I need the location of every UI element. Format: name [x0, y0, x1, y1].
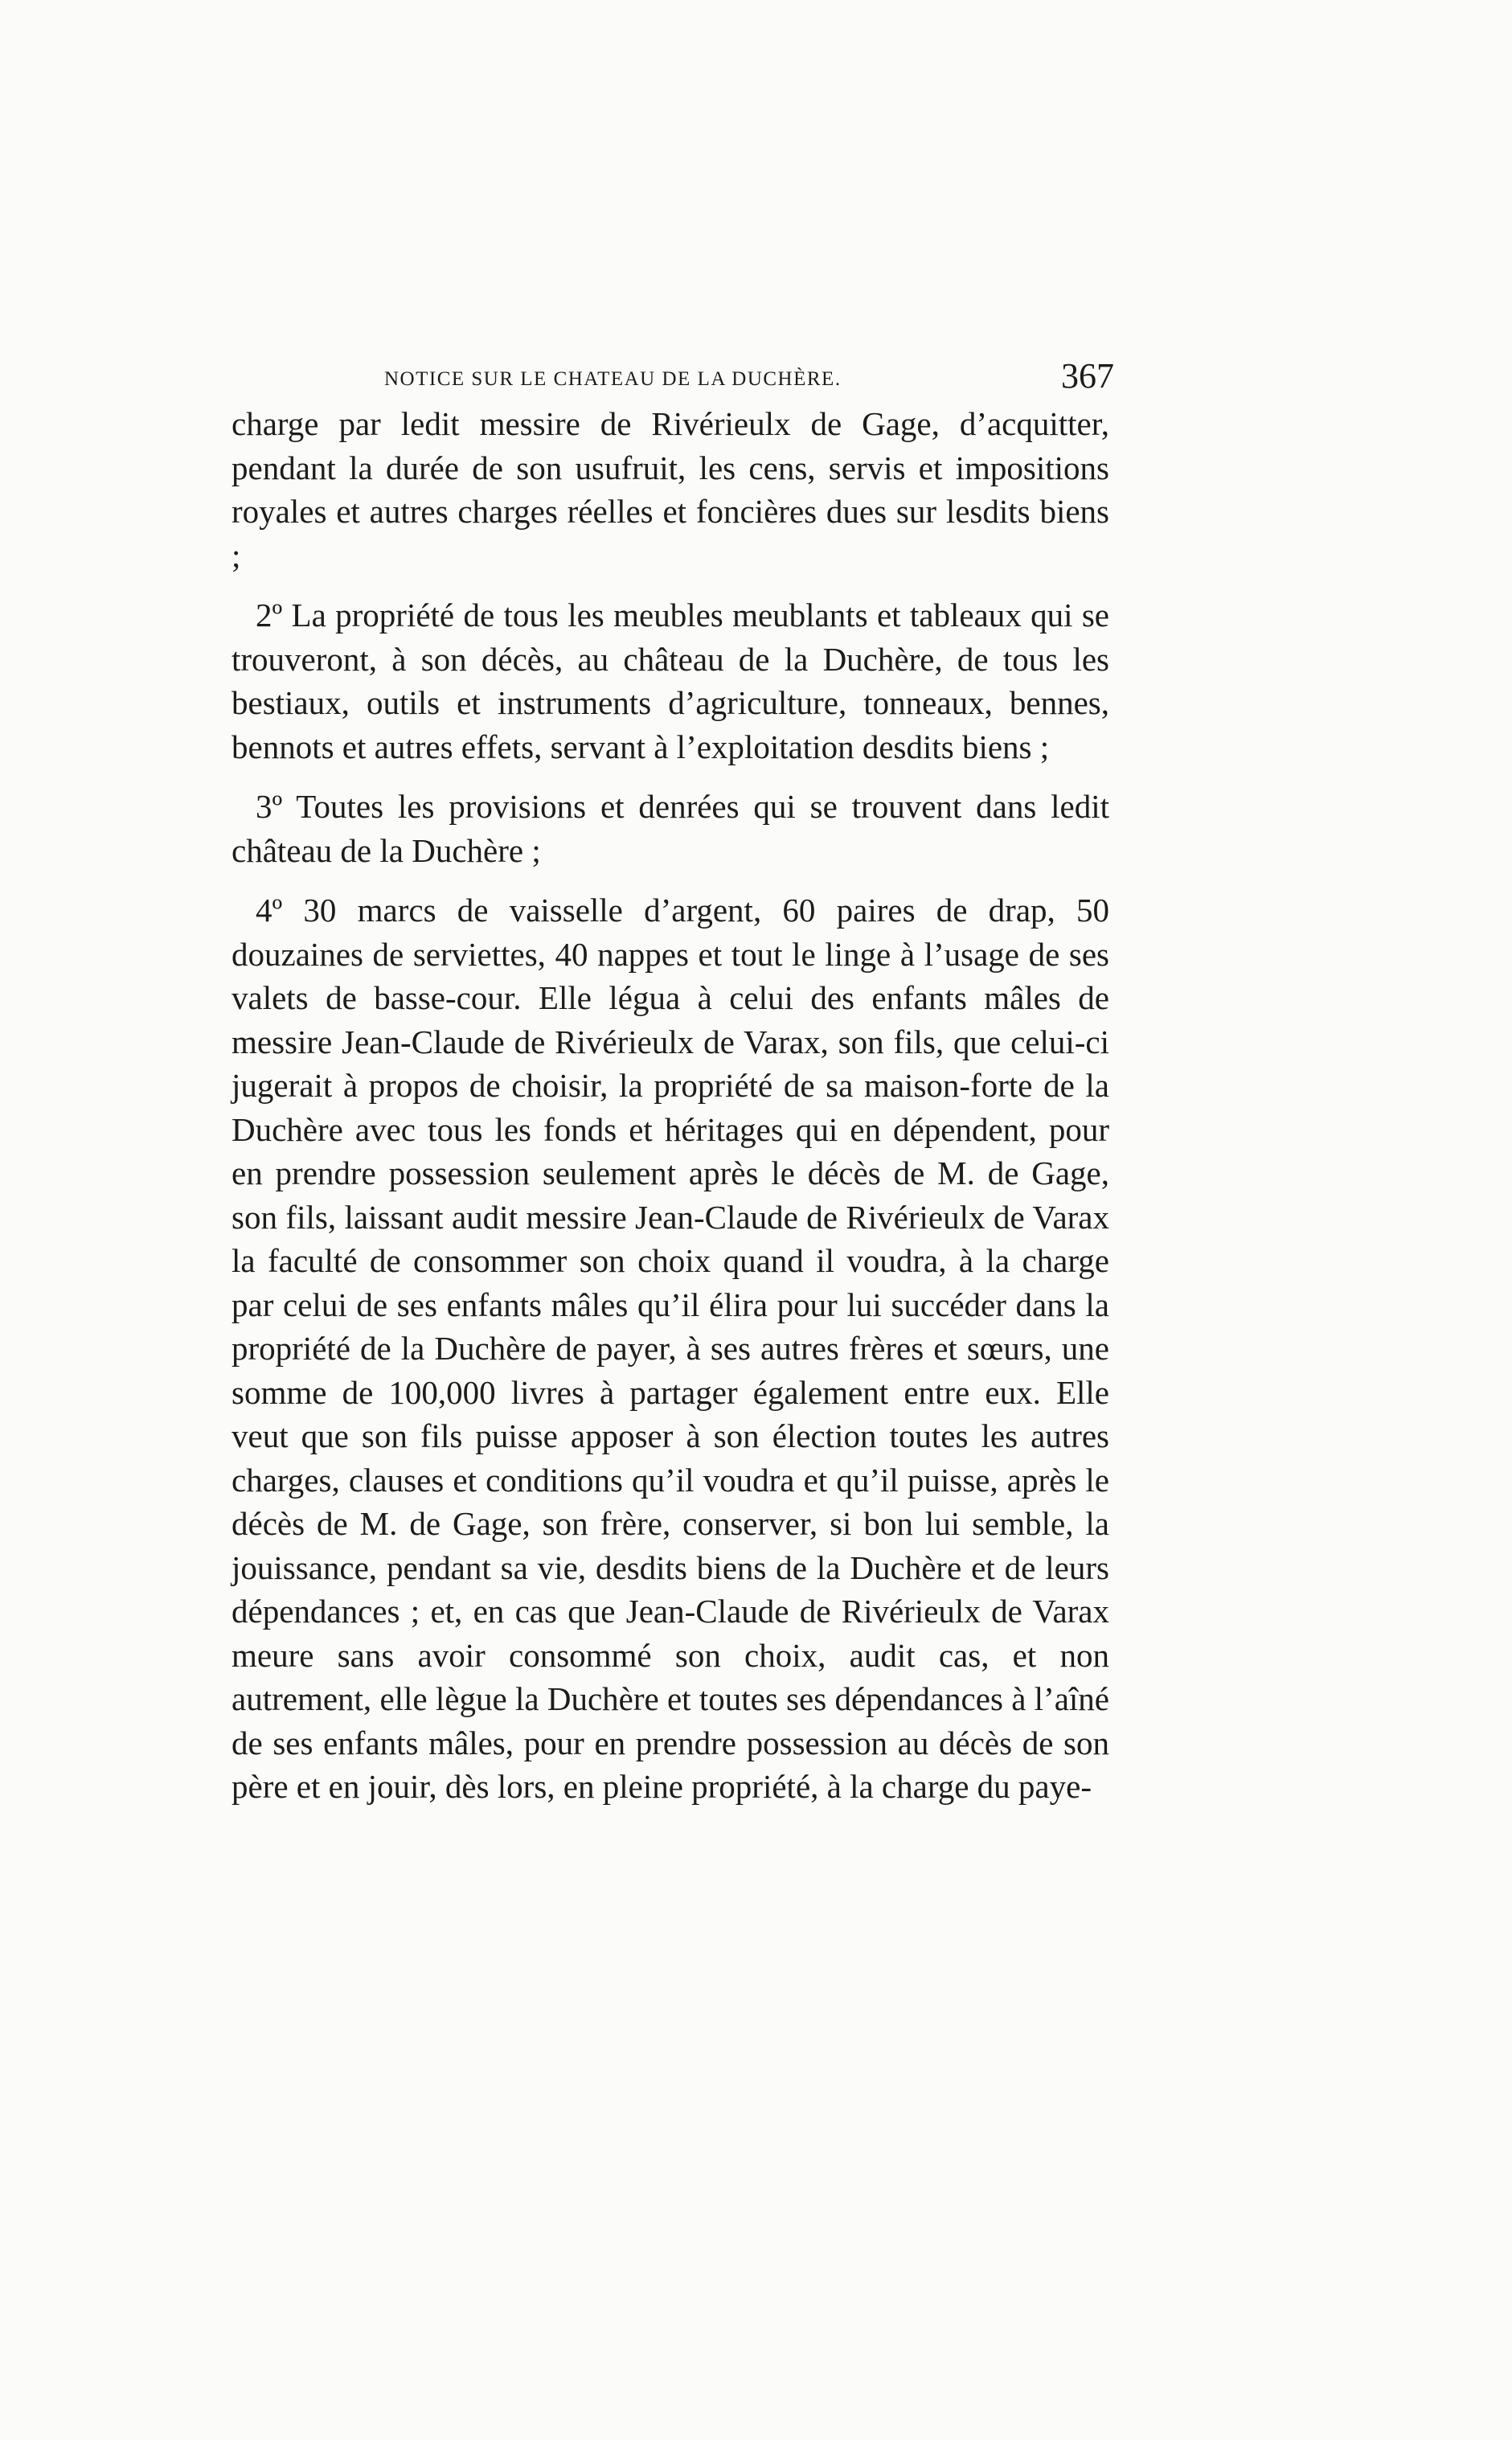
paragraph-continued: charge par ledit messire de Rivérieulx de Gage, d’acquitter, pendant la durée de son usufruit, les cens, servis et impositions royales et autres charges réelles et foncières dues sur lesdits biens ; — [232, 405, 1109, 574]
paragraph-item-2: 2º La propriété de tous les meubles meublants et tableaux qui se trouveront, à son décès, au château de la Duchère, de tous les bestiaux, outils et instruments d’agriculture, tonneaux, bennes, bennots et autres effets, servant à l’exploitation desdits biens ; — [232, 597, 1109, 765]
paragraph-item-3: 3º Toutes les provisions et denrées qui se trouvent dans ledit château de la Duchère ; — [232, 788, 1109, 869]
body-text — [232, 402, 1109, 1809]
running-head — [384, 355, 1114, 404]
page-number: 367 — [1061, 356, 1114, 396]
paragraph-item-4: 4º 30 marcs de vaisselle d’argent, 60 paires de drap, 50 douzaines de serviettes, 40 nappes et tout le linge à l’usage de ses valets de basse-cour. Elle légua à celui des enfants mâles de messire Jean-Claude de Rivérieulx de Varax, son fils, que celui-ci jugerait à propos de choisir, la propriété de sa maison-forte de la Duchère avec tous les fonds et héritages qui en dépendent, pour en prendre possession seulement après le décès de M. de Gage, son fils, laissant audit messire Jean-Claude de Rivérieulx de Varax la faculté de consommer son choix quand il voudra, à la charge par celui de ses enfants mâles qu’il élira pour lui succéder dans la propriété de la Duchère de payer, à ses autres frères et sœurs, une somme de 100,000 livres à partager également entre eux. Elle veut que son fils puisse apposer à son élection toutes les autres charges, clauses et conditions qu’il voudra et qu’il puisse, après le décès de M. de Gage, son frère, conserver, si bon lui semble, la jouissance, pendant sa vie, desdits biens de la Duchère et de leurs dépendances ; et, en cas que Jean-Claude de Rivérieulx de Varax meure sans avoir consommé son choix, audit cas, et non autrement, elle lègue la Duchère et toutes ses dépendances à l’aîné de ses enfants mâles, pour en prendre possession au décès de son père et en jouir, dès lors, en pleine propriété, à la charge du paye- — [232, 892, 1109, 1805]
running-title: NOTICE SUR LE CHATEAU DE LA DUCHÈRE. — [384, 368, 842, 390]
